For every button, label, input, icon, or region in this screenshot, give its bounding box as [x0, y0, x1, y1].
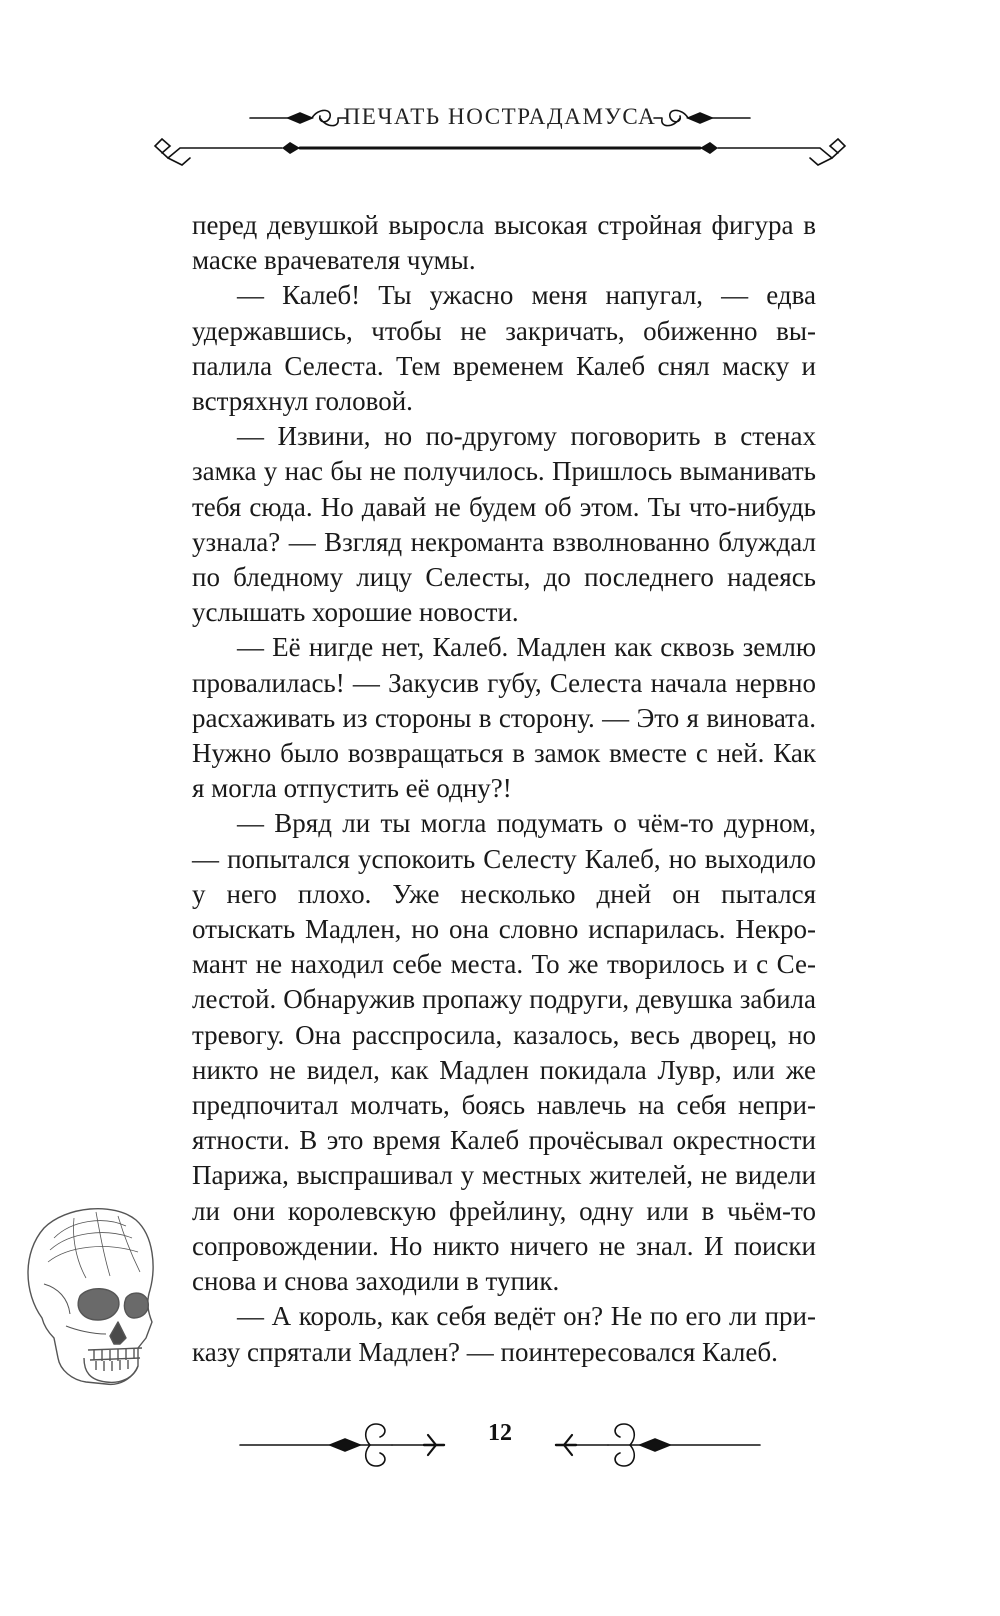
- paragraph: — А король, как себя ведёт он? Не по его ли приказу спрятали Мадлен? — поинтересовался Калеб.: [192, 1301, 816, 1367]
- paragraph: — Вряд ли ты могла подумать о чём-то дурном, — попытался успокоить Селесту Калеб, но выходило у него плохо. Уже несколько дней он пытался отыскать Мадлен, но она словно испарилась. Некромант не находил себе места. То же творилось и с Селестой. Обнаружив пропажу подруги, девушка забила тревогу. Она расспросила, казалось, весь дворец, но никто не видел, как Мадлен покидала Лувр, или же предпочитал молчать, боясь навлечь на себя неприятности. В это время Калеб прочёсывал окрестности Парижа, выспрашивал у местных жителей, не видели ли они королевскую фрейлину, одну или в чьём-то сопровождении. Но никто ничего не знал. И поиски снова и снова заходили в тупик.: [192, 808, 816, 1297]
- page-number: 12: [488, 1420, 512, 1446]
- running-head-title: ПЕЧАТЬ НОСТРАДАМУСА: [343, 104, 657, 129]
- paragraph: — Её нигде нет, Калеб. Мадлен как сквозь землю провалилась! — Закусив губу, Селеста начала нервно расхаживать из стороны в сторону. — Это я виновата. Нужно было возвращаться в замок вместе с ней. Как я могла отпустить её одну?!: [192, 632, 816, 804]
- paragraph: — Извини, но по-другому поговорить в стенах замка у нас бы не получилось. Пришлось выманивать тебя сюда. Но давай не будем об этом. Ты что-нибудь узнала? — Взгляд некроманта взволнованно блуждал по бледному лицу Селесты, до последнего надеясь услышать хорошие новости.: [192, 421, 816, 628]
- body-text: [192, 208, 816, 1370]
- paragraph: — Калеб! Ты ужасно меня напугал, — едва удержавшись, чтобы не закричать, обиженно выпалила Селеста. Тем временем Калеб снял маску и встряхнул головой.: [192, 280, 816, 417]
- header-ornament-icon: [0, 0, 1000, 180]
- running-head: [0, 0, 1000, 180]
- skull-icon: [14, 1198, 164, 1398]
- paragraph: перед девушкой выросла высокая стройная фигура в маске врачевателя чумы.: [192, 210, 816, 276]
